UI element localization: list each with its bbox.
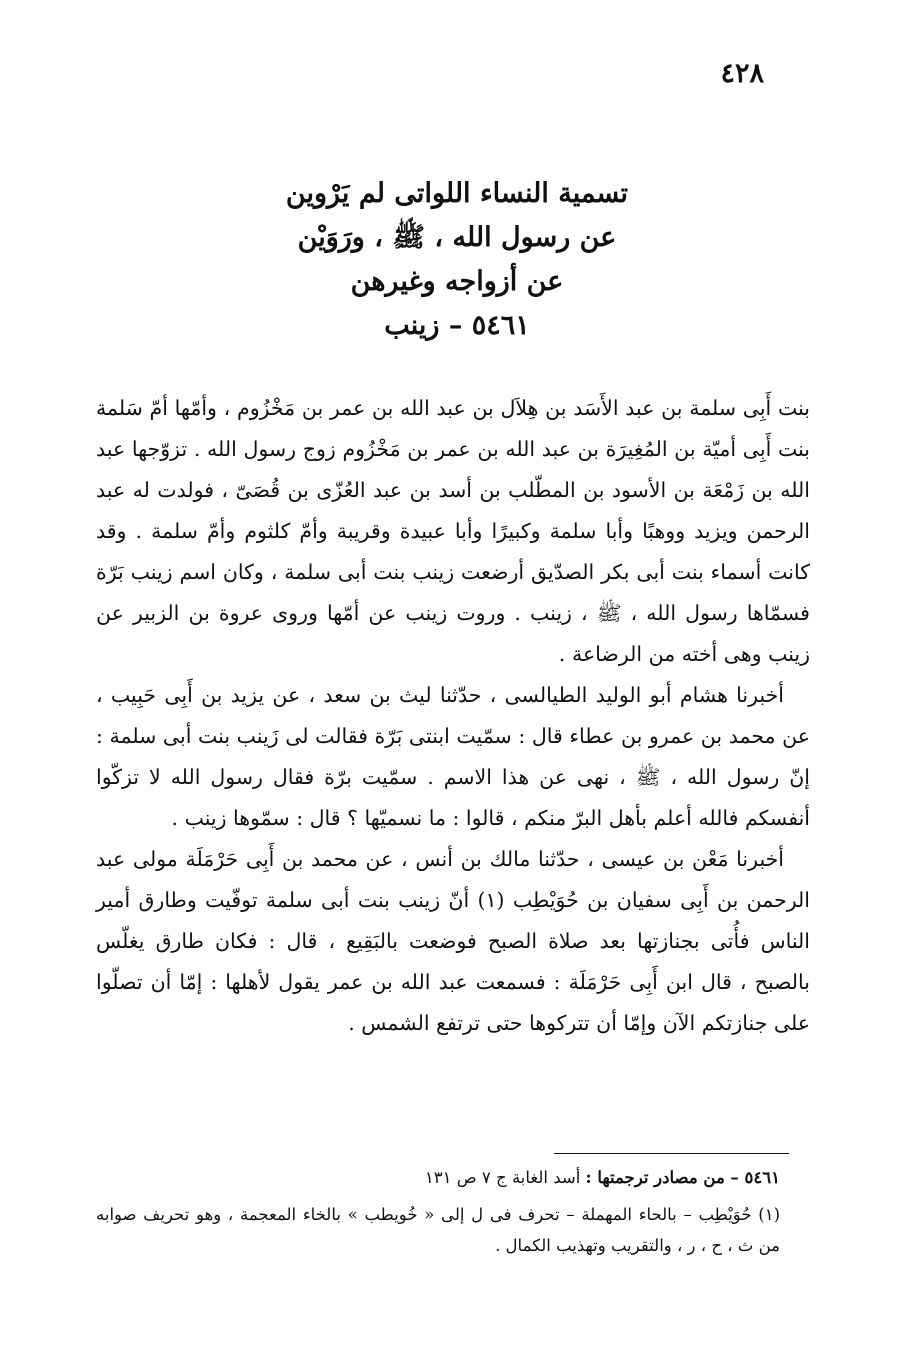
paragraph-funeral: أخبرنا مَعْن بن عيسى ، حدّثنا مالك بن أنس ، عن محمد بن أَبِى حَرْمَلَة مولى عبد الرحمن بن أَبِى سفيان بن حُوَيْطِب (١) أنّ زينب بنت أبى سلمة توفّيت وطارق أمير الناس فأُتى بجنازتها بعد صلاة الصبح فوضعت بالبَقِيع ، قال : فكان طارق يغلّس بالصبح ، قال ابن أَبِى حَرْمَلَة : فسمعت عبد الله بن عمر يقول لأهلها : إمّا أن تصلّوا على جنازتكم الآن وإمّا أن تتركوها حتى ترتفع الشمس .	[96, 847, 810, 1035]
footnote-sources-text: أسد الغابة ج ٧ ص ١٣١	[424, 1168, 581, 1187]
page-number: ٤٢٨	[720, 58, 764, 89]
footnote-sources-label: ٥٤٦١ – من مصادر ترجمتها :	[585, 1168, 780, 1187]
footnotes	[96, 1162, 810, 1261]
entry-heading	[0, 172, 914, 348]
footnote-1: (١) حُوَيْطِب – بالحاء المهملة – تحرف فى ل إلى « خُويطب » بالخاء المعجمة ، وهو تحريف صوابه من ث ، ح ، ر ، والتقريب وتهذيب الكمال .	[96, 1205, 780, 1255]
main-text	[96, 388, 810, 1044]
heading-line-3: عن أزواجه وغيرهن	[350, 266, 564, 297]
footnote-sources	[96, 1162, 810, 1193]
footnote-divider	[554, 1153, 789, 1154]
paragraph-hadith-name: أخبرنا هشام أبو الوليد الطيالسى ، حدّثنا ليث بن سعد ، عن يزيد بن أَبِى حَبِيب ، عن محمد بن عمرو بن عطاء قال : سمّيت ابنتى بَرّة فقالت لى زَينب بنت أبى سلمة : إنّ رسول الله ، ﷺ ، نهى عن هذا الاسم . سمّيت برّة فقال رسول الله لا تزكّوا أنفسكم فالله أعلم بأهل البرّ منكم ، قالوا : ما نسميّها ؟ قال : سمّوها زينب .	[96, 683, 810, 830]
entry-number-title: ٥٤٦١ – زينب	[384, 310, 530, 341]
heading-line-1: تسمية النساء اللواتى لم يَرْوين	[285, 178, 629, 209]
heading-line-2: عن رسول الله ، ﷺ ، ورَوَيْن	[297, 222, 617, 253]
paragraph-biography: بنت أَبِى سلمة بن عبد الأَسَد بن هِلاَل بن عبد الله بن عمر بن مَخْزُوم ، وأمّها أمّ سَلمة بنت أَبِى أميّة بن المُغِيرَة بن عبد الله بن عمر بن مَخْزُوم زوج رسول الله . تزوّجها عبد الله بن زَمْعَة بن الأسود بن المطّلب بن أسد بن عبد العُزّى بن قُصَىّ ، فولدت له عبد الرحمن ويزيد ووهبًا وأبا سلمة وكبيرًا وأبا عبيدة وقريبة وأمّ كلثوم وأمّ سلمة . وقد كانت أسماء بنت أبى بكر الصدّيق أرضعت زينب بنت أبى سلمة ، وكان اسم زينب بَرّة فسمّاها رسول الله ، ﷺ ، زينب . وروت زينب عن أمّها وروى عروة بن الزبير عن زينب وهى أخته من الرضاعة .	[96, 396, 810, 666]
